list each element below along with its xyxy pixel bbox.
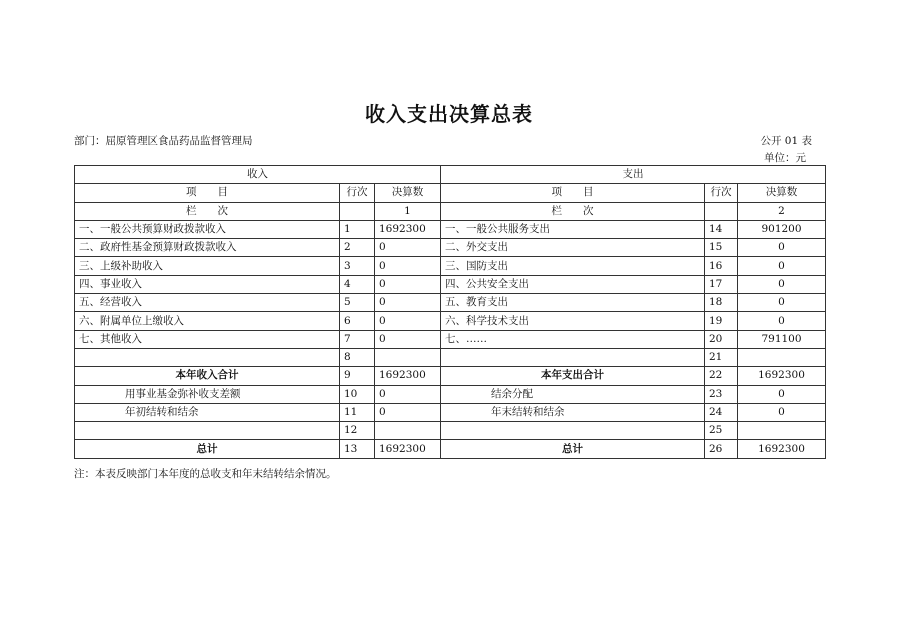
income-item: 三、上级补助收入 — [75, 257, 340, 275]
expense-item: 五、教育支出 — [441, 294, 705, 312]
income-amount: 0 — [375, 312, 441, 330]
income-amount: 0 — [375, 403, 441, 421]
income-item: 二、政府性基金预算财政拨款收入 — [75, 239, 340, 257]
expense-item: 四、公共安全支出 — [441, 275, 705, 293]
table-row — [75, 275, 826, 293]
expense-section-header: 支出 — [441, 166, 826, 184]
income-item — [75, 422, 340, 440]
income-line-no: 6 — [340, 312, 375, 330]
expense-line-no: 19 — [705, 312, 738, 330]
expense-column-number: 2 — [738, 202, 826, 220]
expense-item: 一、一般公共服务支出 — [441, 220, 705, 238]
unit-label: 单位：元 — [764, 152, 806, 164]
expense-line-no: 15 — [705, 239, 738, 257]
expense-total-amount: 1692300 — [738, 367, 826, 385]
income-item: 七、其他收入 — [75, 330, 340, 348]
expense-line-no: 23 — [705, 385, 738, 403]
income-amount — [375, 348, 441, 366]
table-row — [75, 330, 826, 348]
income-item: 六、附属单位上缴收入 — [75, 312, 340, 330]
table-row — [75, 312, 826, 330]
footnote: 注：本表反映部门本年度的总收支和年末结转结余情况。 — [74, 468, 337, 480]
expense-row-label: 栏 次 — [441, 202, 705, 220]
expense-amount: 0 — [738, 257, 826, 275]
table-row — [75, 220, 826, 238]
income-line-no: 11 — [340, 403, 375, 421]
income-section-header: 收入 — [75, 166, 441, 184]
expense-amount: 0 — [738, 312, 826, 330]
income-line-no: 2 — [340, 239, 375, 257]
income-total-amount: 1692300 — [375, 367, 441, 385]
expense-amount: 0 — [738, 403, 826, 421]
expense-line-no: 17 — [705, 275, 738, 293]
expense-total-line: 22 — [705, 367, 738, 385]
income-line-no: 10 — [340, 385, 375, 403]
department-label: 部门：屈原管理区食品药品监督管理局 — [74, 135, 253, 147]
income-line-no: 3 — [340, 257, 375, 275]
expense-item: 二、外交支出 — [441, 239, 705, 257]
expense-item: 六、科学技术支出 — [441, 312, 705, 330]
expense-line-no: 20 — [705, 330, 738, 348]
income-expense-table — [74, 165, 826, 459]
expense-amount: 0 — [738, 385, 826, 403]
table-row — [75, 422, 826, 440]
income-line-no: 1 — [340, 220, 375, 238]
income-item: 一、一般公共预算财政拨款收入 — [75, 220, 340, 238]
income-amount: 0 — [375, 239, 441, 257]
empty-cell — [705, 202, 738, 220]
column-number-row — [75, 202, 826, 220]
income-column-number: 1 — [375, 202, 441, 220]
expense-amount-header: 决算数 — [738, 184, 826, 202]
expense-amount — [738, 348, 826, 366]
income-line-no: 12 — [340, 422, 375, 440]
grand-expense-line: 26 — [705, 440, 738, 458]
expense-total-label: 本年支出合计 — [441, 367, 705, 385]
grand-income-label: 总计 — [75, 440, 340, 458]
expense-item: 年末结转和结余 — [441, 403, 705, 421]
income-amount: 1692300 — [375, 220, 441, 238]
expense-amount — [738, 422, 826, 440]
grand-expense-label: 总计 — [441, 440, 705, 458]
expense-line-no: 25 — [705, 422, 738, 440]
table-row — [75, 385, 826, 403]
income-line-no: 7 — [340, 330, 375, 348]
expense-amount: 791100 — [738, 330, 826, 348]
income-amount: 0 — [375, 275, 441, 293]
expense-line-header: 行次 — [705, 184, 738, 202]
expense-item-header: 项 目 — [441, 184, 705, 202]
income-item — [75, 348, 340, 366]
expense-amount: 0 — [738, 294, 826, 312]
expense-amount: 0 — [738, 239, 826, 257]
expense-item — [441, 348, 705, 366]
income-total-line: 9 — [340, 367, 375, 385]
empty-cell — [340, 202, 375, 220]
expense-line-no: 24 — [705, 403, 738, 421]
table-row — [75, 403, 826, 421]
income-line-no: 4 — [340, 275, 375, 293]
form-number: 公开 01 表 — [760, 135, 812, 147]
expense-item: 三、国防支出 — [441, 257, 705, 275]
income-line-header: 行次 — [340, 184, 375, 202]
income-total-label: 本年收入合计 — [75, 367, 340, 385]
income-item: 四、事业收入 — [75, 275, 340, 293]
table-row — [75, 294, 826, 312]
column-header-row — [75, 184, 826, 202]
income-amount: 0 — [375, 385, 441, 403]
page-title: 收入支出决算总表 — [365, 102, 533, 126]
income-amount — [375, 422, 441, 440]
income-item: 五、经营收入 — [75, 294, 340, 312]
income-line-no: 5 — [340, 294, 375, 312]
expense-item: 七、…… — [441, 330, 705, 348]
income-row-label: 栏 次 — [75, 202, 340, 220]
income-item-header: 项 目 — [75, 184, 340, 202]
table-row — [75, 257, 826, 275]
expense-line-no: 14 — [705, 220, 738, 238]
income-line-no: 8 — [340, 348, 375, 366]
grand-income-line: 13 — [340, 440, 375, 458]
expense-amount: 0 — [738, 275, 826, 293]
expense-item — [441, 422, 705, 440]
table-row — [75, 348, 826, 366]
section-header-row — [75, 166, 826, 184]
income-amount-header: 决算数 — [375, 184, 441, 202]
income-amount: 0 — [375, 330, 441, 348]
income-amount: 0 — [375, 294, 441, 312]
income-amount: 0 — [375, 257, 441, 275]
expense-item: 结余分配 — [441, 385, 705, 403]
grand-income-amount: 1692300 — [375, 440, 441, 458]
grand-expense-amount: 1692300 — [738, 440, 826, 458]
table-row — [75, 239, 826, 257]
expense-amount: 901200 — [738, 220, 826, 238]
grand-total-row — [75, 440, 826, 458]
expense-line-no: 21 — [705, 348, 738, 366]
expense-line-no: 18 — [705, 294, 738, 312]
annual-total-row — [75, 367, 826, 385]
expense-line-no: 16 — [705, 257, 738, 275]
income-item: 年初结转和结余 — [75, 403, 340, 421]
income-item: 用事业基金弥补收支差额 — [75, 385, 340, 403]
